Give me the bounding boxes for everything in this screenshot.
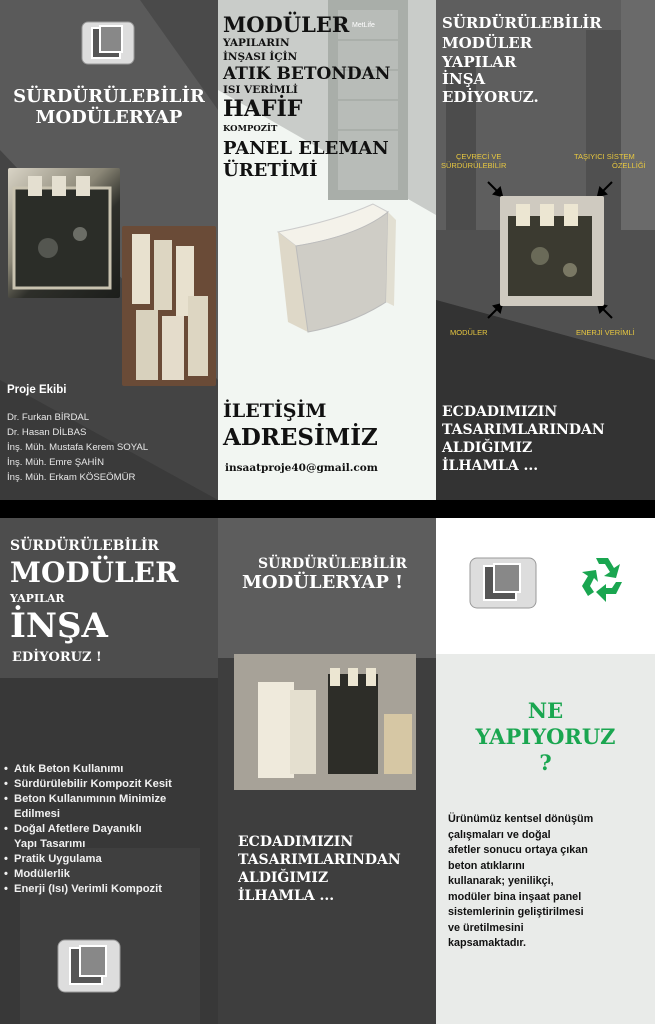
curved-panel-render [268, 202, 398, 342]
quote-line-2: TASARIMLARINDAN [442, 422, 605, 438]
bottom-left-panel [0, 518, 218, 1024]
headline-t5: ISI VERİMLİ [223, 84, 298, 96]
bl-line-5: EDİYORUZ ! [12, 650, 102, 665]
feature-item: • Beton Kullanımının Minimize [4, 792, 172, 807]
team-title: Proje Ekibi [7, 384, 67, 396]
description-line: kapsamaktadır. [448, 937, 527, 949]
team-member: İnş. Müh. Mustafa Kerem SOYAL [7, 442, 149, 453]
description-line: kullanarak; yenilikçi, [448, 875, 554, 887]
team-member: Dr. Hasan DİLBAS [7, 427, 87, 438]
right-h3: YAPILAR [442, 53, 517, 71]
what-we-do-2: YAPIYORUZ [475, 724, 616, 749]
bl-line-1: SÜRDÜRÜLEBİLİR [10, 538, 160, 554]
bm-quote-4: İLHAMLA ... [238, 888, 335, 904]
description-line: modüler bina inşaat panel [448, 890, 582, 903]
feature-item: Yapı Tasarımı [14, 838, 86, 850]
feature-item: • Pratik Uygulama [4, 852, 172, 867]
bottom-right-panel [436, 518, 655, 1024]
bm-brand-2: MODÜLERYAP ! [242, 572, 404, 593]
team-list [7, 410, 148, 485]
label-modular: MODÜLER [450, 328, 488, 337]
bm-brand-1: SÜRDÜRÜLEBİLİR [258, 556, 408, 572]
description-line: afetler sonucu ortaya çıkan [448, 844, 588, 856]
feature-item: • Modülerlik [4, 867, 172, 882]
top-right-panel [436, 0, 655, 500]
modular-cube-logo-icon [466, 554, 540, 612]
quote-line-3: ALDIĞIMIZ [442, 440, 533, 456]
headline-t1: MODÜLER [223, 12, 350, 37]
contact-line-1: İLETİŞİM [223, 400, 327, 422]
bm-quote-3: ALDIĞIMIZ [238, 870, 329, 886]
right-h1: SÜRDÜRÜLEBİLİR [442, 14, 602, 32]
team-member: İnş. Müh. Emre ŞAHİN [7, 457, 105, 468]
right-h2: MODÜLER [442, 34, 533, 52]
panel-production-photo [234, 654, 416, 790]
right-h4: İNŞA [442, 70, 486, 88]
headline-t4: ATIK BETONDAN [223, 64, 391, 84]
modular-cube-logo-icon [54, 936, 124, 996]
what-we-do-3: ? [539, 750, 552, 775]
quote-line-4: İLHAMLA ... [442, 458, 539, 474]
recycle-icon [574, 552, 630, 608]
bm-quote-1: ECDADIMIZIN [238, 834, 354, 850]
concrete-block-photo [8, 168, 120, 298]
composite-block-photo [500, 196, 604, 306]
description-line: çalışmaları ve doğal [448, 828, 551, 841]
feature-item: • Doğal Afetlere Dayanıklı [4, 822, 172, 837]
headline-t6: HAFİF [223, 96, 303, 122]
bl-line-3: YAPILAR [10, 592, 65, 605]
label-eco-1: ÇEVRECİ VE [456, 152, 502, 161]
top-middle-panel [218, 0, 436, 500]
feature-item: Edilmesi [14, 808, 61, 820]
label-structural-2: ÖZELLİĞİ [612, 161, 646, 170]
label-energy: ENERJİ VERİMLİ [576, 328, 635, 337]
label-eco-2: SÜRDÜRÜLEBİLİR [441, 161, 507, 170]
interlocking-panels-photo [122, 226, 216, 386]
headline-t3: İNŞASI İÇİN [223, 51, 298, 63]
quote-line-1: ECDADIMIZIN [442, 404, 558, 420]
modular-cube-logo-icon [78, 18, 138, 68]
bottom-middle-panel [218, 518, 436, 1024]
feature-list [4, 762, 172, 897]
brand-line-2: MODÜLERYAP [35, 107, 183, 128]
team-member: Dr. Furkan BİRDAL [7, 412, 90, 423]
description-line: ve üretilmesini [448, 921, 524, 934]
brand-line-1: SÜRDÜRÜLEBİLİR [13, 86, 205, 107]
bm-quote-2: TASARIMLARINDAN [238, 852, 401, 868]
email-address[interactable]: insaatproje40@gmail.com [225, 462, 378, 474]
description [448, 812, 653, 952]
contact-line-2: ADRESİMİZ [223, 424, 378, 451]
label-structural-1: TAŞIYICI SİSTEM [574, 152, 635, 161]
description-line: sistemlerinin geliştirilmesi [448, 906, 584, 918]
right-h5: EDİYORUZ. [442, 88, 539, 106]
bl-line-2: MODÜLER [10, 556, 179, 589]
headline-t7: KOMPOZİT [223, 124, 278, 134]
top-left-panel [0, 0, 218, 500]
building-sign: MetLife [352, 22, 375, 29]
feature-item: • Atık Beton Kullanımı [4, 762, 172, 777]
feature-item: • Sürdürülebilir Kompozit Kesit [4, 777, 172, 792]
description-line: beton atıklarını [448, 859, 525, 872]
feature-item: • Enerji (Isı) Verimli Kompozit [4, 882, 172, 897]
headline-t2: YAPILARIN [223, 37, 290, 49]
team-member: İnş. Müh. Erkam KÖSEÖMÜR [7, 472, 136, 483]
description-line: Ürünümüz kentsel dönüşüm [448, 813, 594, 825]
what-we-do-1: NE [527, 698, 564, 723]
headline-t8: PANEL ELEMAN [223, 138, 389, 159]
bl-line-4: İNŞA [10, 606, 108, 646]
headline-t9: ÜRETİMİ [223, 160, 318, 181]
